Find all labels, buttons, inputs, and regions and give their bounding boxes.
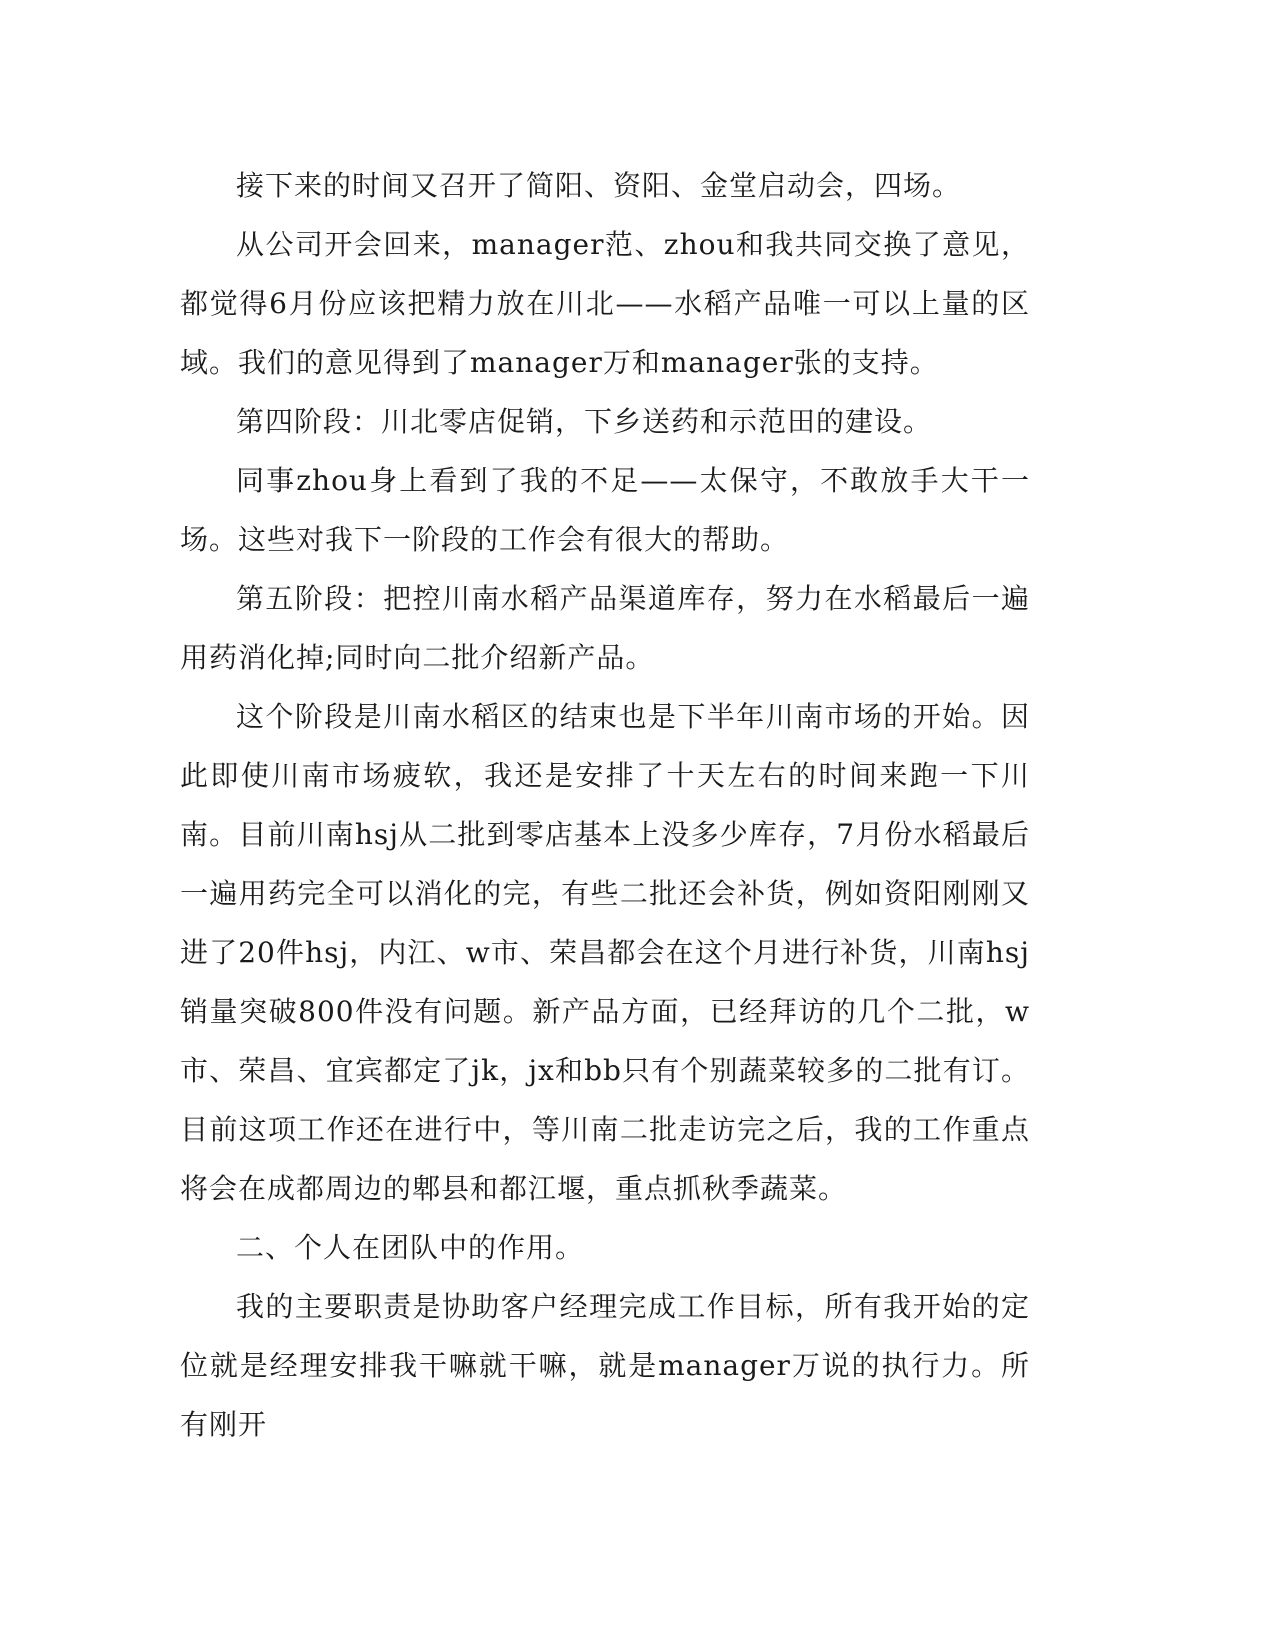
section-heading: 二、个人在团队中的作用。 xyxy=(236,1231,585,1264)
paragraph: 接下来的时间又召开了简阳、资阳、金堂启动会，四场。 xyxy=(236,169,962,202)
paragraph: 第四阶段：川北零店促销，下乡送药和示范田的建设。 xyxy=(236,405,933,438)
paragraph: 这个阶段是川南水稻区的结束也是下半年川南市场的开始。因此即使川南市场疲软，我还是安排了十天左右的时间来跑一下川南。目前川南hsj从二批到零店基本上没多少库存，7月份水稻最后一遍用药完全可以消化的完，有些二批还会补货，例如资阳刚刚又进了20件hsj，内江、w市、荣昌都会在这个月进行补货，川南hsj销量突破800件没有问题。新产品方面，已经拜访的几个二批，w市、荣昌、宜宾都定了jk，jx和bb只有个别蔬菜较多的二批有订。目前这项工作还在进行中，等川南二批走访完之后，我的工作重点将会在成都周边的郫县和都江堰，重点抓秋季蔬菜。 xyxy=(180,700,1030,1205)
document-body xyxy=(180,156,1030,1454)
paragraph: 同事zhou身上看到了我的不足——太保守，不敢放手大干一场。这些对我下一阶段的工作会有很大的帮助。 xyxy=(180,464,1030,556)
paragraph: 第五阶段：把控川南水稻产品渠道库存，努力在水稻最后一遍用药消化掉;同时向二批介绍新产品。 xyxy=(180,582,1030,674)
paragraph: 从公司开会回来，manager范、zhou和我共同交换了意见，都觉得6月份应该把精力放在川北——水稻产品唯一可以上量的区域。我们的意见得到了manager万和manager张的支持。 xyxy=(180,228,1030,379)
paragraph: 我的主要职责是协助客户经理完成工作目标，所有我开始的定位就是经理安排我干嘛就干嘛，就是manager万说的执行力。所有刚开 xyxy=(180,1290,1030,1441)
